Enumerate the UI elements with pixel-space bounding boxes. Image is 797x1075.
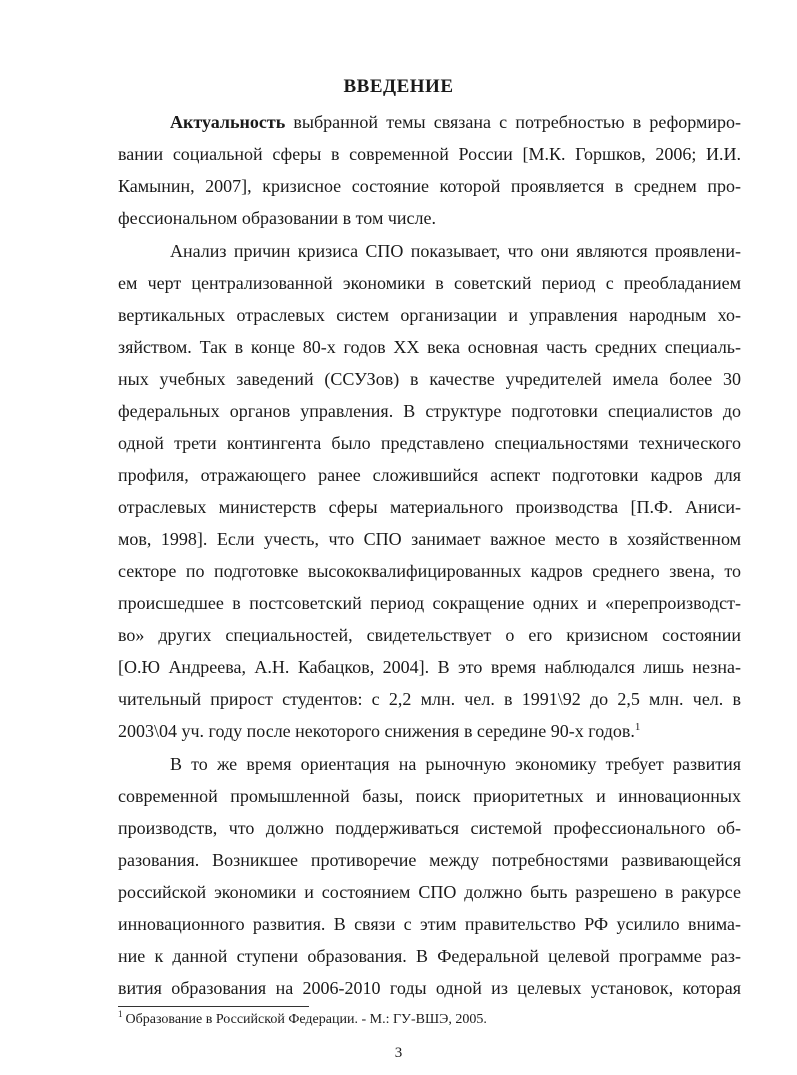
footnote-text: Образование в Российской Федерации. - М.: ГУ-ВШЭ, 2005. [125,1012,487,1027]
footnote-reference[interactable]: 1 [634,721,641,733]
paragraph-2-line: одной трети контингента было представлено специальностями технического [118,433,741,453]
paragraph-1-line: вании социальной сферы в современной России [М.К. Горшков, 2006; И.И. [118,144,741,164]
paragraph-2-line: секторе по подготовке высококвалифицированных кадров среднего звена, то [118,561,741,581]
text-run: выбранной темы связана с потребностью в реформиро- [285,112,741,132]
paragraph-2-line: федеральных органов управления. В структуре подготовки специалистов до [118,401,741,421]
paragraph-1-line [170,111,741,133]
paragraph-2-line: Анализ причин кризиса СПО показывает, что они являются проявлени- [170,241,741,261]
page-number: 3 [394,1045,403,1061]
paragraph-2-line: отраслевых министерств сферы материального производства [П.Ф. Аниси- [118,497,741,517]
paragraph-2-line: вертикальных отраслевых систем организации и управления народным хо- [118,305,741,325]
bold-term: Актуальность [170,112,286,132]
paragraph-2-line: чительный прирост студентов: с 2,2 млн. чел. в 1991\92 до 2,5 млн. чел. в [118,689,741,709]
paragraph-2-line: профиля, отражающего ранее сложившийся аспект подготовки кадров для [118,465,741,485]
paragraph-3-line: производств, что должно поддерживаться системой профессионального об- [118,818,741,838]
paragraph-2-line: во» других специальностей, свидетельствует о его кризисном состоянии [118,625,741,645]
paragraph-2-line [118,720,741,742]
paragraph-2-line: [О.Ю Андреева, А.Н. Кабацков, 2004]. В это время наблюдался лишь незна- [118,657,741,677]
paragraph-3-line: современной промышленной базы, поиск приоритетных и инновационных [118,786,741,806]
paragraph-2-line: происшедшее в постсоветский период сокращение одних и «перепроизводст- [118,593,741,613]
paragraph-2-line: ных учебных заведений (ССУЗов) в качестве учредителей имела более 30 [118,369,741,389]
paragraph-3-line: ние к данной ступени образования. В Федеральной целевой программе раз- [118,946,741,966]
section-heading: ВВЕДЕНИЕ [343,76,454,97]
paragraph-1-line: фессиональном образовании в том числе. [118,208,436,228]
footnote-mark: 1 [118,1009,123,1020]
text-run: 2003\04 уч. году после некоторого снижения в середине 90-х годов. [118,721,635,741]
paragraph-2-line: ем черт централизованной экономики в советский период с преобладанием [118,273,741,293]
paragraph-3-line: вития образования на 2006-2010 годы одной из целевых установок, которая [118,978,741,998]
paragraph-3-line: разования. Возникшее противоречие между потребностями развивающейся [118,850,741,870]
paragraph-3-line: российской экономики и состоянием СПО должно быть разрешено в ракурсе [118,882,741,902]
paragraph-1-line: Камынин, 2007], кризисное состояние которой проявляется в среднем про- [118,176,741,196]
paragraph-2-line: зяйством. Так в конце 80-х годов XX века основная часть средних специаль- [118,337,741,357]
footnote [118,1011,487,1029]
paragraph-3-line: инновационного развития. В связи с этим правительство РФ усилило внима- [118,914,741,934]
paragraph-2-line: мов, 1998]. Если учесть, что СПО занимает важное место в хозяйственном [118,529,741,549]
paragraph-3-line: В то же время ориентация на рыночную экономику требует развития [170,754,741,774]
footnote-divider [118,1006,309,1007]
